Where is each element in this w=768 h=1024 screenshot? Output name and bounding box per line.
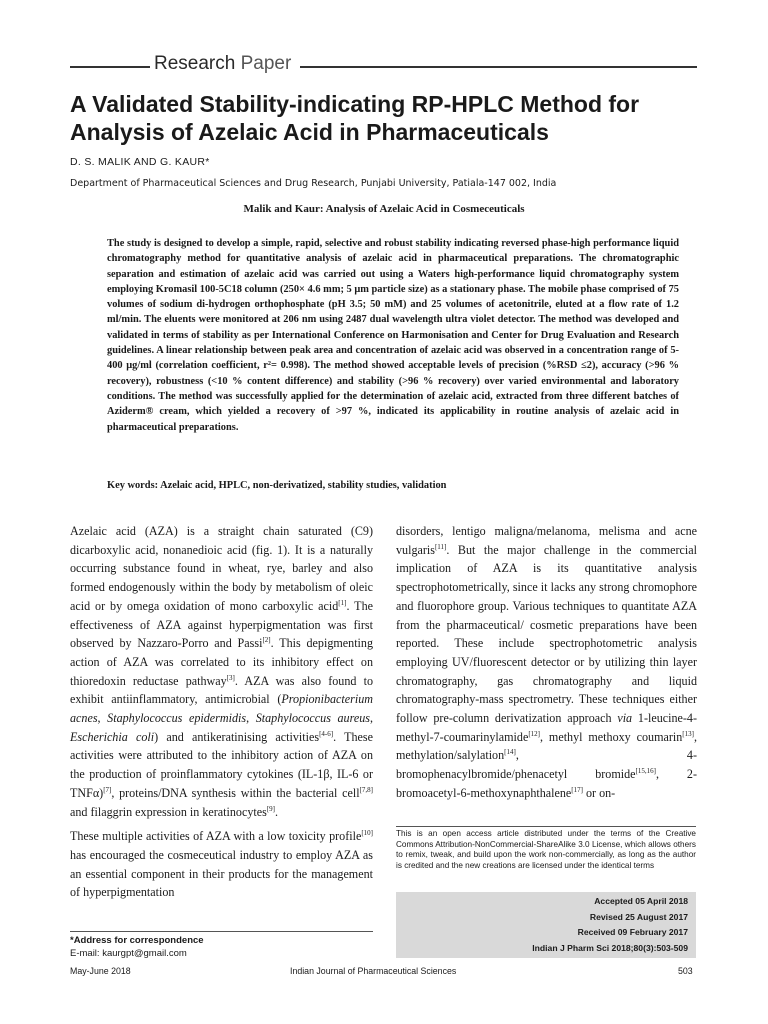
abstract: The study is designed to develop a simple, rapid, selective and robust stability indicating reversed phase-high performance liquid chromatography method for quantitative analysis of azelaic acid in pharmaceutical preparations. The chromatographic separation and estimation of azelaic acid was carried out using a Waters high-performance liquid chromatography system employing Kromasil 100-5C18 column (250× 4.6 mm; 5 μm particle size) as a stationary phase. The mobile phase comprised of 75 volumes of sodium di-hydrogen orthophosphate (pH 3.5; 50 mM) and 25 volumes of acetonitrile, eluted at a flow rate of 1.2 ml/min. The eluents were monitored at 206 nm using 2487 dual wavelength ultra violet detector. The method was developed and validated in terms of stability as per International Conference on Harmonisation and Center for Drug Evaluation and Research guidelines. A linear relationship between peak area and concentration of azelaic acid was observed in a concentration range of 5-400 μg/ml (correlation coefficient, r²= 0.998). The method showed acceptable levels of precision (%RSD ≤2), accuracy (>96 % recovery), robustness (<10 % content difference) and stability (>96 % recovery) over varied environmental and laboratory conditions. The method was successfully applied for the determination of azelaic acid, extracted from three different batches of Aziderm® cream, which yielded a recovery of >97 %, indicated its applicability in routine analysis of azelaic acid in pharmaceutical preparations. — [107, 238, 679, 433]
text-run: disorders, lentigo maligna/melanoma, melisma and acne vulgaris — [396, 524, 697, 557]
citation-ref[interactable]: [13] — [682, 729, 694, 738]
citation-ref[interactable]: [14] — [504, 748, 516, 757]
species-name: Staphylococcus epidermidis — [107, 711, 247, 726]
text-run: These multiple activities of AZA with a low toxicity profile — [70, 829, 362, 844]
text-run: 1-leucine-4-methyl-7-coumarinylamide — [396, 711, 698, 744]
affiliation: Department of Pharmaceutical Sciences and Drug Research, Punjabi University, Patiala-147 002, India — [70, 178, 557, 189]
correspondence — [70, 931, 373, 960]
text-run: . This depigmenting action of AZA was correlated to its inhibitory effect on thioredoxin reductase pathway — [70, 636, 374, 688]
body-column-left — [70, 522, 373, 908]
text-run: . — [274, 804, 279, 819]
section-label — [150, 53, 295, 75]
header-rule-right — [300, 66, 697, 68]
footer-journal: Indian Journal of Pharmaceutical Sciences — [290, 966, 457, 976]
citation-ref[interactable]: [9] — [266, 804, 275, 813]
text-run: , proteins/DNA synthesis within the bacterial cell — [111, 785, 360, 800]
citation-ref[interactable]: [11] — [434, 542, 447, 551]
keywords: Key words: Azelaic acid, HPLC, non-derivatized, stability studies, validation — [107, 480, 447, 491]
text-run: and filaggrin expression in keratinocytes — [70, 804, 267, 819]
citation-ref[interactable]: [12] — [528, 729, 540, 738]
text-run: , methylation/salylation — [396, 729, 697, 763]
body-paragraph-3 — [396, 522, 697, 803]
text-run: , — [246, 711, 256, 726]
text-run: ) and antikeratinising activities — [154, 729, 320, 744]
citation-ref[interactable]: [2] — [262, 636, 271, 645]
text-run: , — [97, 711, 108, 726]
received-date: Received 09 February 2017 — [577, 927, 688, 937]
dates-box — [396, 892, 696, 958]
text-run: , — [369, 711, 373, 726]
revised-date: Revised 25 August 2017 — [589, 911, 688, 922]
citation-ref[interactable]: [7,8] — [359, 785, 373, 794]
text-run: . AZA was also found to exhibit antiinflammatory, antimicrobial ( — [70, 673, 373, 707]
citation-ref[interactable]: [15,16] — [635, 767, 656, 776]
journal-citation: Indian J Pharm Sci 2018;80(3):503-509 — [532, 942, 688, 953]
header-rule-left — [70, 66, 150, 68]
paper-title: A Validated Stability-indicating RP-HPLC Method for Analysis of Azelaic Acid in Pharmaceuticals — [70, 91, 640, 145]
text-run: has encouraged the cosmeceutical industry to employ AZA as an essential component in their products for the management of hyperpigmentation — [70, 847, 373, 900]
citation-ref[interactable]: [4-6] — [319, 729, 334, 738]
citation-ref[interactable]: [3] — [226, 673, 235, 682]
running-title: Malik and Kaur: Analysis of Azelaic Acid in Cosmeceuticals — [243, 203, 525, 215]
citation-ref[interactable]: [10] — [361, 829, 373, 838]
text-run: , methyl methoxy coumarin — [540, 729, 683, 744]
footer-issue: May-June 2018 — [70, 966, 131, 976]
citation-ref[interactable]: [1] — [338, 598, 347, 607]
citation-ref[interactable]: [17] — [571, 785, 583, 794]
authors: D. S. MALIK AND G. KAUR* — [70, 156, 210, 168]
footer-page-number: 503 — [678, 966, 693, 976]
correspondence-email[interactable]: E-mail: kaurgpt@gmail.com — [70, 947, 187, 959]
text-run: Azelaic acid (AZA) is a straight chain saturated (C9) dicarboxylic acid, nonanedioic acid (fig. 1). It is a naturally occurring substance found in wheat, rye, barley and also formed endogenously within the body by metabolism of oleic acid or by omega oxidation of mono carboxylic acid — [70, 524, 373, 613]
correspondence-label: *Address for correspondence — [70, 935, 204, 946]
body-paragraph-2 — [70, 827, 373, 902]
body-paragraph-1 — [70, 522, 373, 821]
text-run: or on- — [582, 785, 616, 800]
text-run: , 2-bromoacetyl-6-methoxynaphthalene — [396, 767, 698, 800]
text-run: . But the major challenge in the commercial implication of AZA is its quantitative analysis spectrophotometrically, since it lacks any strong chromophore and fluorophore group. Various techniques to quantitate AZA from the pharmaceutical/ cosmetic preparations have been reported. These include spectrophotometric analysis employing UV/fluorescent detector or by utilizing thin layer chromatography, gas chromatography and liquid chromatography-mass spectrometry. These techniques either follow pre-column derivatization approach — [396, 542, 697, 726]
license-notice: This is an open access article distributed under the terms of the Creative Commons Attribution-NonCommercial-ShareAlike 3.0 License, which allows others to remix, tweak, and build upon the work non-commercially, as long as the author is credited and the new creations are licensed under the identical terms — [396, 826, 696, 871]
italic-term: via — [617, 711, 633, 726]
body-column-right — [396, 522, 697, 809]
citation-ref[interactable]: [7] — [103, 785, 112, 794]
species-name: Propionibacterium acnes — [70, 692, 373, 726]
text-run: . The effectiveness of AZA against hyperpigmentation was first observed by Nazzaro-Porro and Passi — [70, 598, 373, 651]
text-run: . These activities were attributed to the inhibitory action of AZA on the production of proinflammatory cytokines (IL-1β, IL-6 or TNFα) — [70, 729, 373, 800]
section-label-word1: Research — [154, 53, 236, 74]
accepted-date: Accepted 05 April 2018 — [594, 896, 688, 906]
species-name: Staphylococcus aureus — [255, 711, 370, 726]
section-label-word2: Paper — [240, 53, 292, 74]
species-name: Escherichia coli — [70, 729, 155, 744]
text-run: , 4-bromophenacylbromide/phenacetyl bromide — [396, 748, 697, 782]
